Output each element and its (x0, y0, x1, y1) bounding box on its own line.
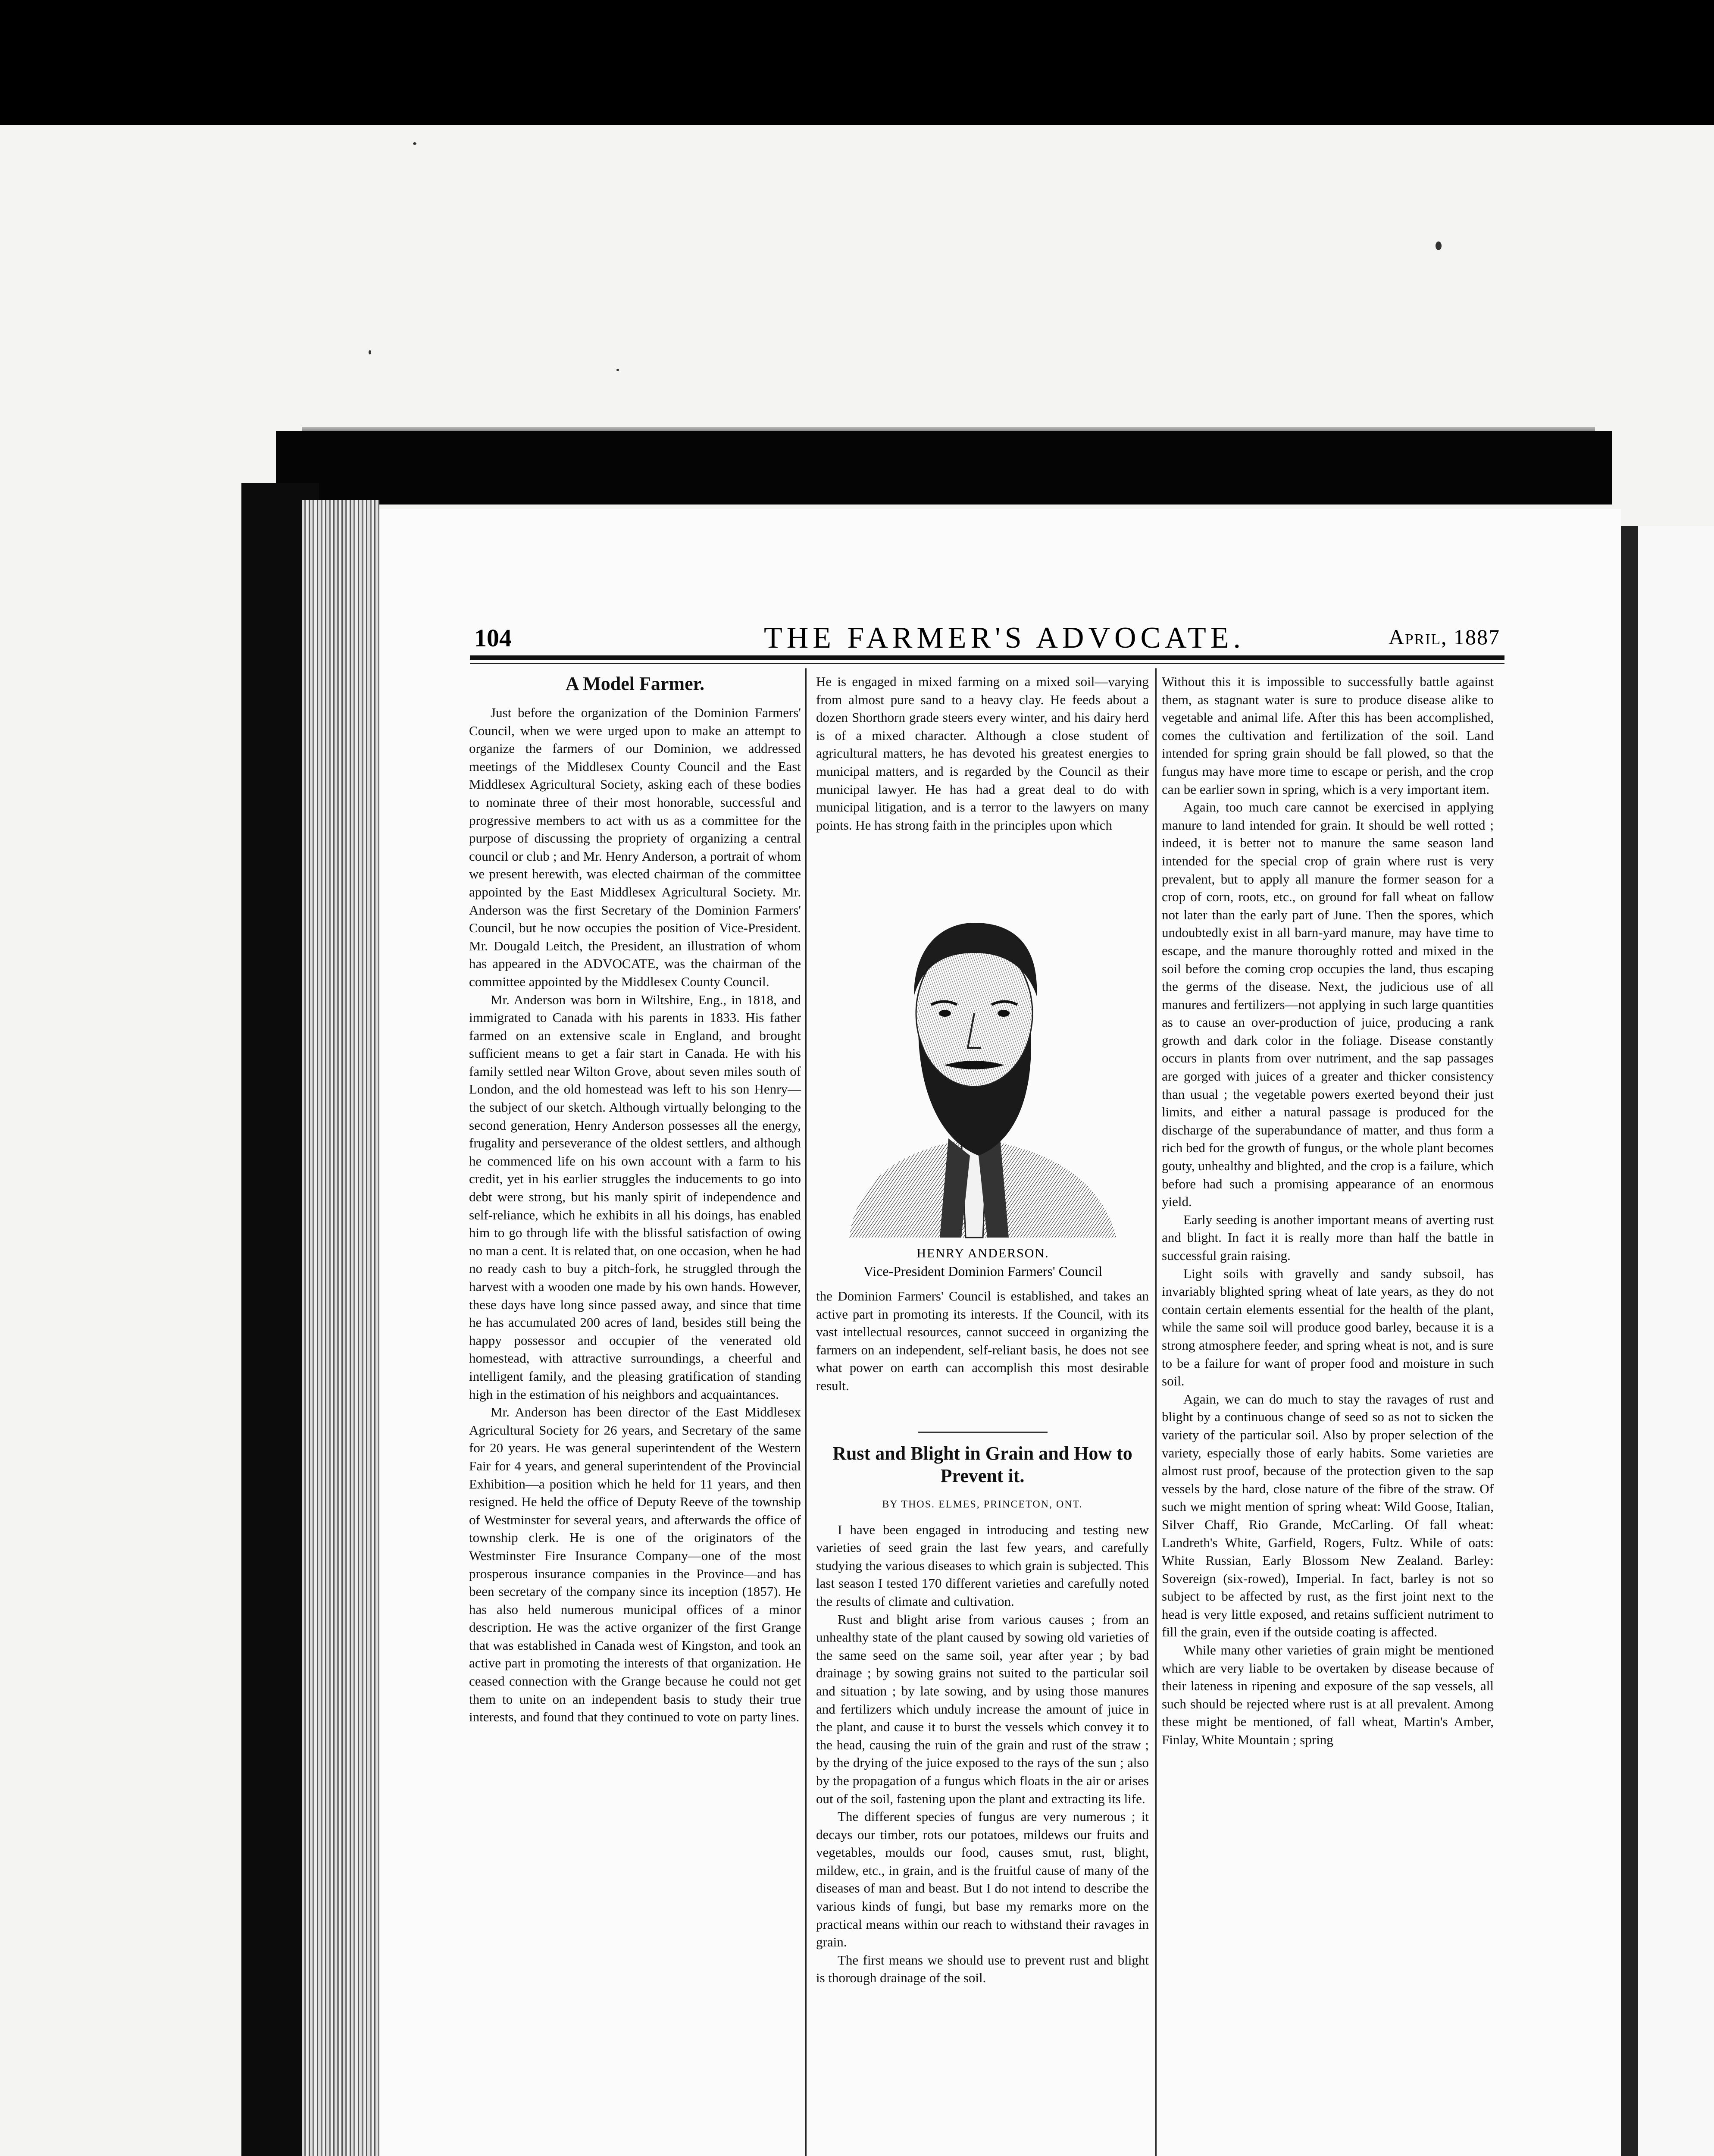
article-paragraph: I have been engaged in introducing and testing new varieties of seed grain the last few years, and carefully studying the various diseases to which grain is subjected. This last season I tested 170 different varieties and carefully noted the results of climate and cultivation. (816, 1522, 1149, 1609)
column-2-top (816, 673, 1149, 834)
article-paragraph: Mr. Anderson was born in Wiltshire, Eng., in 1818, and immigrated to Canada with his parents in 1833. His father farmed on an extensive scale in England, and brought sufficient means to get a fair start in Canada. He with his family settled near Wilton Grove, about seven miles south of London, and the old homestead was left to his son Henry—the subject of our sketch. Although virtually belonging to the second generation, Henry Anderson possesses all the energy, frugality and perseverance of the oldest settlers, and although he commenced life on his own account with a farm to his credit, yet in his earlier struggles the inducements to go into debt were strong, but his manly spirit of independence and self-reliance, which he exhibits in all his doings, has enabled him to go through life with the blissful satisfaction of owing no man a cent. It is related that, on one occasion, when he had no ready cash to buy a pitch-fork, he struggled through the harvest with a wooden one made by his own hands. However, these days have long since passed away, and since that time he has accumulated 200 acres of land, besides still being the happy possessor and occupier of the venerated old homestead, with attractive surroundings, a cheerful and intelligent family, and the pleasing gratification of standing high in the estimation of his neighbors and acquaintances. (469, 992, 801, 1402)
article-paragraph: While many other varieties of grain might be mentioned which are very liable to be overtaken by disease because of their lateness in ripening and exposure of the sap vessels, all such should be rejected where rust is at all prevalent. Among these might be mentioned, of fall wheat, Martin's Amber, Finlay, White Mountain ; spring (1162, 1642, 1494, 1748)
issue-date: April, 1887 (1389, 625, 1500, 649)
column-rule (805, 668, 807, 2156)
article-title: Rust and Blight in Grain and How to Prevent it. (832, 1443, 1132, 1486)
dust-speck (369, 350, 371, 354)
column-3 (1162, 673, 1494, 1749)
column-rule (1155, 668, 1157, 2156)
article-paragraph: the Dominion Farmers' Council is established, and takes an active part in promoting its interests. If the Council, with its vast intellectual resources, cannot succeed in organizing the farmers on an independent, self-reliant basis, he does not see what power on earth can accomplish this most desirable result. (816, 1288, 1149, 1393)
article-paragraph: Mr. Anderson has been director of the East Middlesex Agricultural Society for 26 years, and Secretary of the same for 20 years. He was general superintendent of the Western Fair for 4 years, and general superintendent of the Provincial Exhibition—a position which he held for 11 years, and then resigned. He held the office of Deputy Reeve of the township of Westminster for several years, and afterwards the office of township clerk. He is one of the originators of the Westminster Fire Insurance Company—one of the most prosperous insurance companies in the Province—and has been secretary of the company since its inception (1857). He has also held numerous municipal offices of a minor description. He was the active organizer of the first Grange that was established in Canada west of Kingston, and took an active part in promoting the interests of that organization. He ceased connection with the Grange because he could not get them to unite on an independent basis to study their true interests, and found that they continued to vote on party lines. (469, 1404, 801, 1725)
page-header (474, 621, 1500, 655)
article-byline: BY THOS. ELMES, PRINCETON, ONT. (882, 1499, 1083, 1510)
header-rule-thin (470, 663, 1504, 664)
portrait-caption-name: HENRY ANDERSON. (916, 1246, 1049, 1260)
page-gutter-right (1621, 526, 1638, 2156)
article-separator (918, 1432, 1048, 1433)
article-paragraph: He is engaged in mixed farming on a mixed soil—varying from almost pure sand to a heavy clay. He feeds about a dozen Shorthorn grade steers every winter, and his dairy herd is of a mixed character. Although a close student of agricultural matters, he has devoted his greatest energies to municipal matters, and is regarded by the Council as their municipal lawyer. He has had a great deal to do with municipal litigation, and is a terror to the lawyers on many points. He has strong faith in the principles upon which (816, 674, 1149, 833)
portrait-caption-title: Vice-President Dominion Farmers' Council (863, 1263, 1102, 1279)
article-paragraph: Again, we can do much to stay the ravages of rust and blight by a continuous change of seed so as not to sicken the variety of the particular soil. Also by proper selection of the variety, especially those of early habits. Some varieties are almost rust proof, because of the protection given to the sap vessels by the hard, close nature of the fibre of the straw. Of such we might mention of spring wheat: Wild Goose, Italian, Silver Chaff, Rio Grande, McCarling. Of fall wheat: Landreth's White, Garfield, Rogers, Fultz. While of oats: White Russian, Early Blossom New Zealand. Barley: Sovereign (six-rowed), Imperial. In fact, barley is not so subject to be affected by rust, as the first joint next to the head is very little exposed, and retains sufficient nutriment to fill the grain, even if the outside coating is affected. (1162, 1391, 1494, 1640)
column-2-article-2 (816, 1442, 1149, 1987)
column-1 (469, 673, 801, 1726)
column-2-bottom (816, 1287, 1149, 1395)
book-shadow (276, 431, 1612, 505)
portrait-engraving (832, 897, 1134, 1242)
article-paragraph: Early seeding is another important means of averting rust and blight. In fact it is really more than half the battle in successful grain raising. (1162, 1212, 1494, 1263)
article-paragraph: Rust and blight arise from various causes ; from an unhealthy state of the plant caused by sowing old varieties of the same seed on the same soil, year after year ; by bad drainage ; by sowing grains not suited to the particular soil and situation ; by late sowing, and by using those manures and fertilizers which unduly increase the amount of juice in the plant, and cause it to burst the vessels which convey it to the head, causing the ruin of the grain and rust of the straw ; by the drying of the juice exposed to the rays of the sun ; also by the propagation of a fungus which floats in the air or arises out of the soil, fastening upon the plant and extracting its life. (816, 1611, 1149, 1806)
scan-top-border (0, 0, 1714, 125)
page-number: 104 (474, 624, 512, 652)
facing-page (1638, 526, 1714, 2156)
masthead-title: THE FARMER'S ADVOCATE. (763, 621, 1245, 655)
article-paragraph: The first means we should use to prevent rust and blight is thorough drainage of the soil. (816, 1952, 1149, 1986)
article-paragraph: Without this it is impossible to successfully battle against them, as stagnant water is sure to produce disease alike to vegetable and animal life. After this has been accomplished, comes the cultivation and fertilization of the soil. Land intended for spring grain should be fall plowed, so that the fungus may have more time to escape or perish, and the crop can be earlier sown in spring, which is a very important item. (1162, 674, 1494, 797)
dust-speck (1436, 241, 1442, 250)
article-paragraph: Just before the organization of the Dominion Farmers' Council, when we were urged upon to make an attempt to organize the farmers of our Dominion, we addressed meetings of the Middlesex County Council and the East Middlesex Agricultural Society, asking each of these bodies to nominate three of their most honorable, successful and progressive members to act with us as a committee for the purpose of discussing the propriety of organizing a central council or club ; and Mr. Henry Anderson, a portrait of whom we present herewith, was elected chairman of the committee appointed by the East Middlesex Agricultural Society. Mr. Anderson was the first Secretary of the Dominion Farmers' Council, but he now occupies the position of Vice-President. Mr. Dougald Leitch, the President, an illustration of whom has appeared in the ADVOCATE, was the chairman of the committee appointed by the Middlesex County Council. (469, 705, 801, 989)
header-rule-thick (470, 655, 1504, 660)
page-edges (302, 500, 379, 2156)
article-title: A Model Farmer. (565, 673, 705, 694)
article-paragraph: The different species of fungus are very numerous ; it decays our timber, rots our potatoes, mildews our fruits and vegetables, moulds our food, causes smut, rust, blight, mildew, etc., in grain, and is the fruitful cause of many of the diseases of man and beast. But I do not intend to describe the various kinds of fungi, but base my remarks more on the practical means within our reach to withstand their ravages in grain. (816, 1809, 1149, 1950)
article-paragraph: Light soils with gravelly and sandy subsoil, has invariably blighted spring wheat of late years, as they do not contain certain elements essential for the health of the plant, while the same soil will produce good barley, because it is a strong atmosphere feeder, and spring wheat is not, and is sure to be a failure for want of proper food and moisture in such soil. (1162, 1266, 1494, 1389)
dust-speck (616, 369, 619, 371)
article-paragraph: Again, too much care cannot be exercised in applying manure to land intended for grain. It should be well rotted ; indeed, it is better not to manure the same season land intended for the special crop of grain where rust is very prevalent, but to apply all manure the former season for a crop of corn, roots, etc., on ground for fall wheat on fallow not later than the early part of June. Then the spores, which undoubtedly exist in all barn-yard manure, may have time to escape, and the manure thoroughly rotted and mixed in the soil before the coming crop occupies the land, thus escaping the germs of the disease. Next, the judicious use of all manures and fertilizers—not applying in such large quantities as to cause an over-production of juice, producing a rank growth and dark color in the foliage. Disease constantly occurs in plants from over nutriment, and the sap passages are gorged with juices of a greater and thicker consistency than usual ; the vegetable powers exerted beyond their just limits, and either a natural passage is produced for the discharge of the superabundance of matter, and thus form a rich bed for the growth of fungus, or the whole plant becomes gouty, unhealthy and blighted, and the crop is a failure, which before had such a promising appearance of an enormous yield. (1162, 799, 1494, 1210)
portrait-henry-anderson (832, 897, 1134, 1242)
dust-speck (413, 142, 416, 145)
